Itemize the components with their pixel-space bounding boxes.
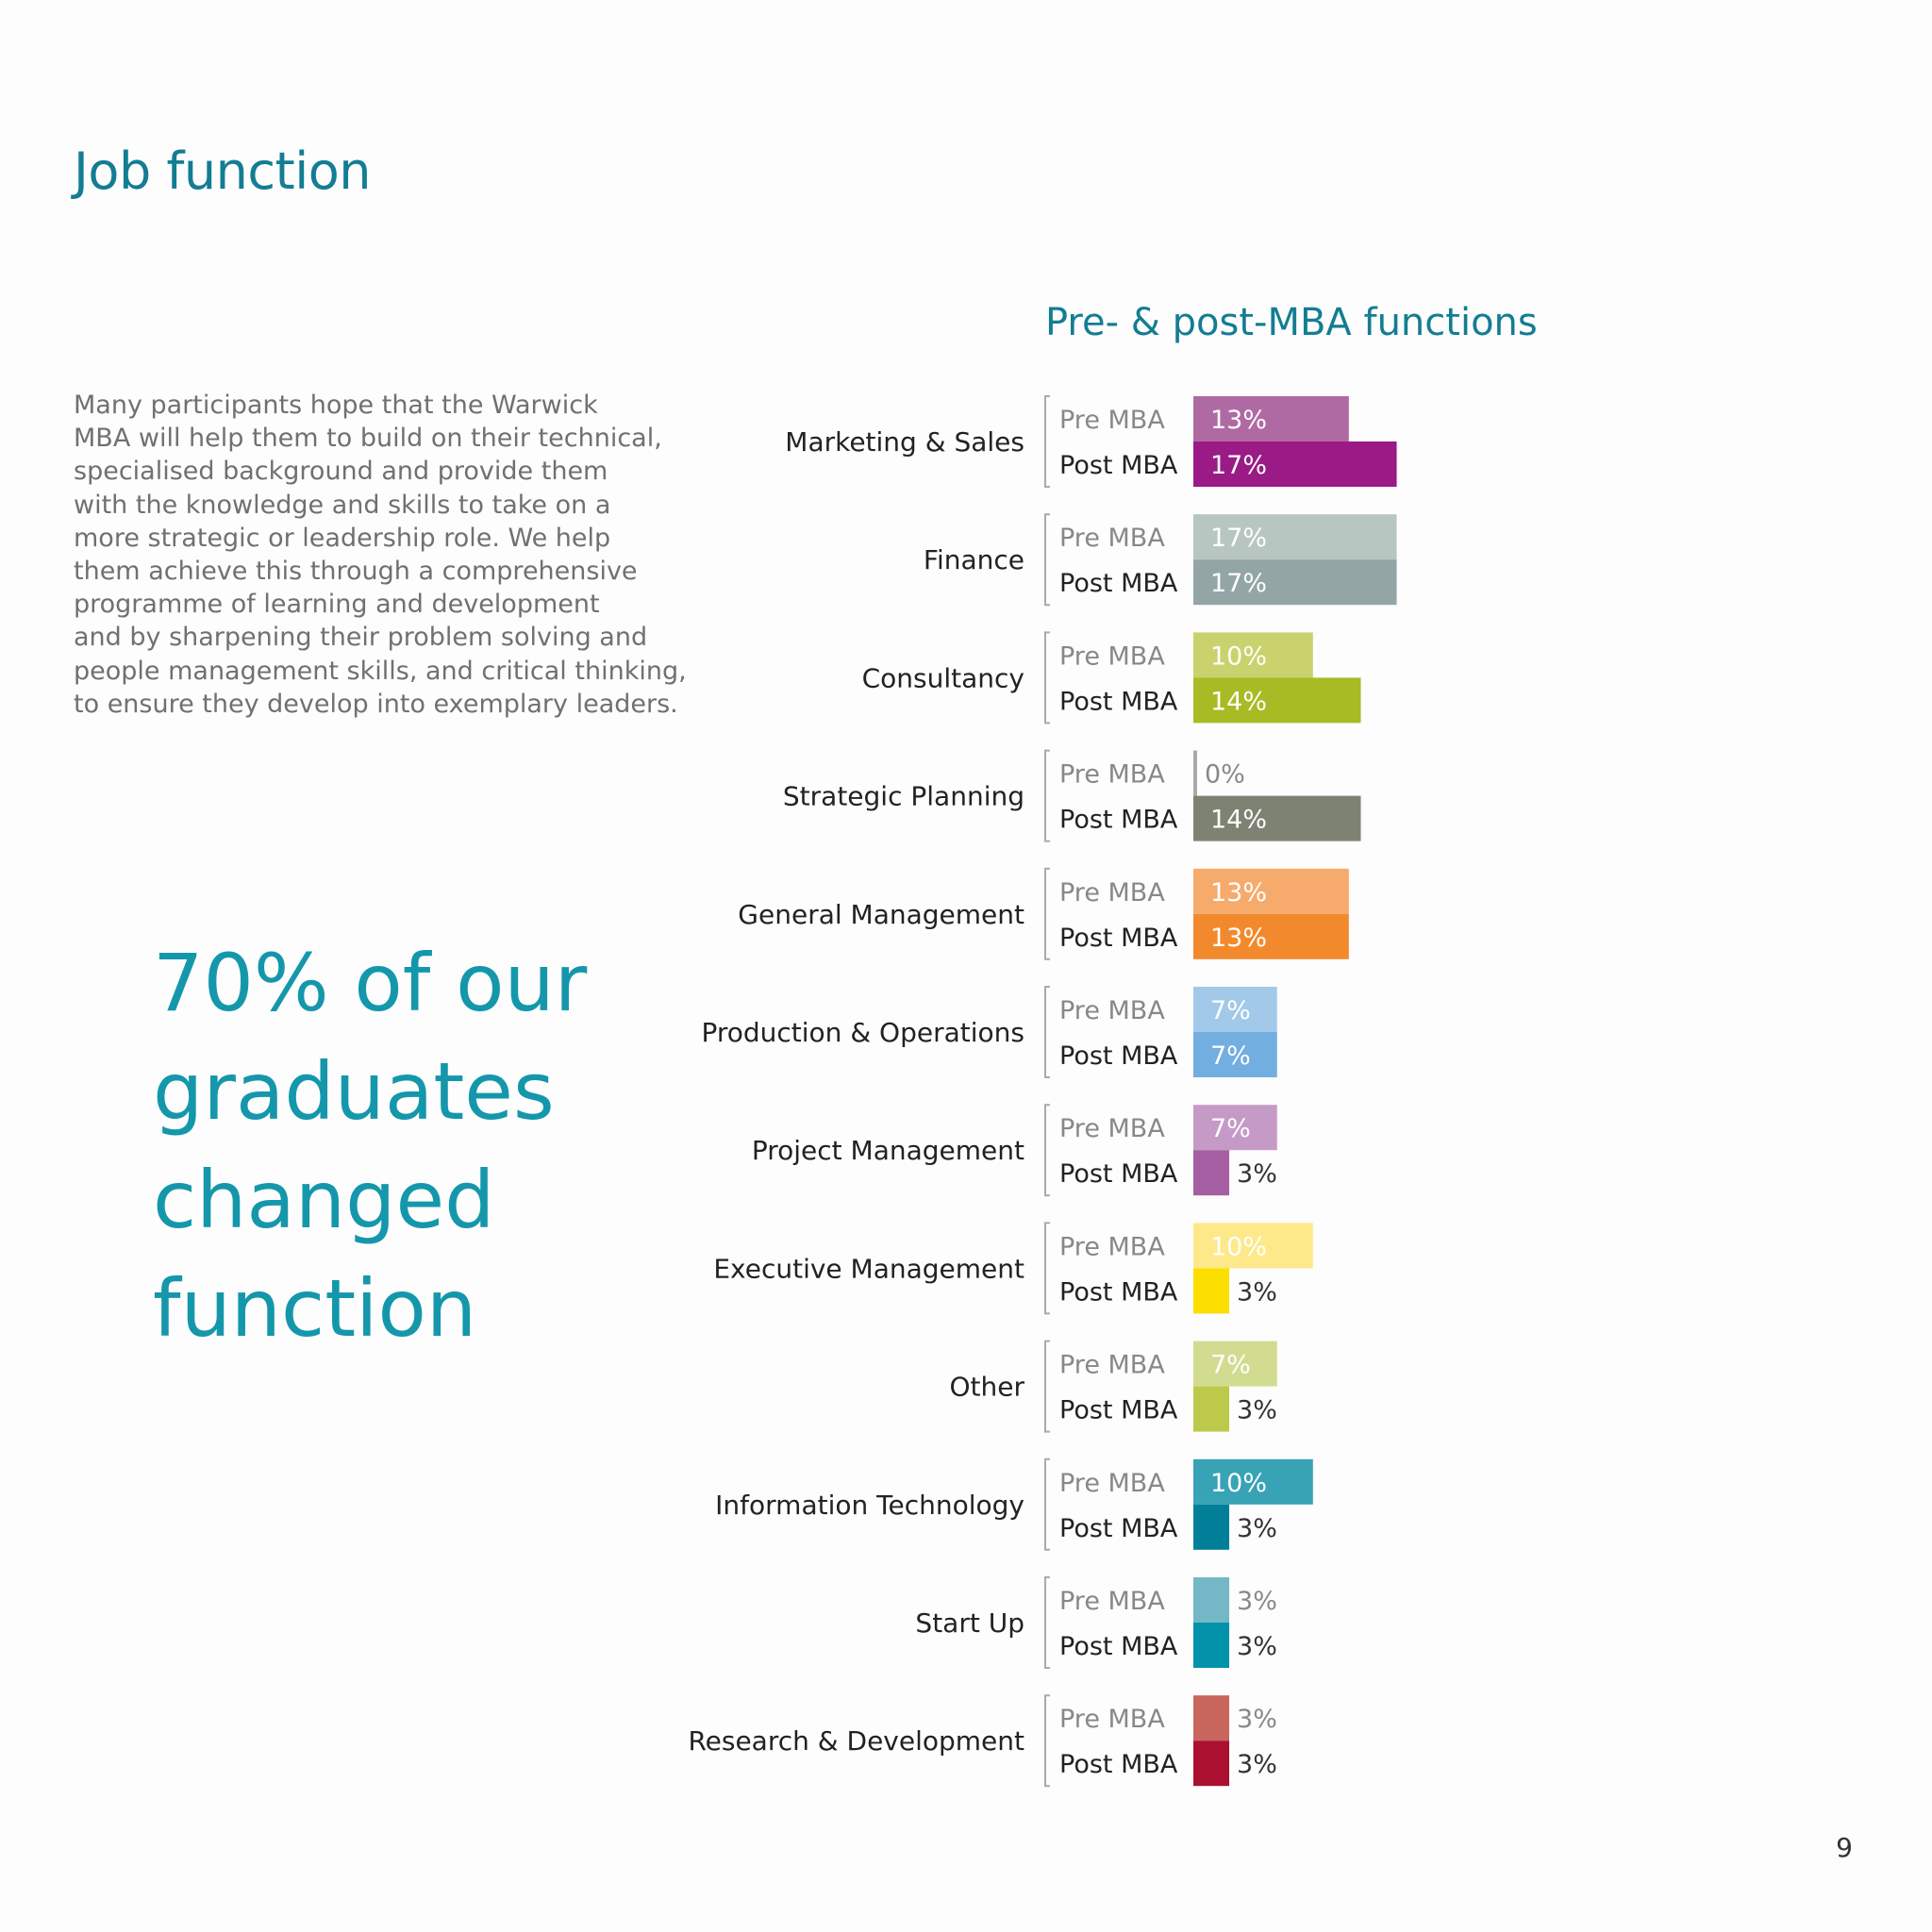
row-label-post: Post MBA — [1059, 569, 1178, 599]
row-label-post: Post MBA — [1059, 687, 1178, 717]
group-bracket — [1045, 987, 1050, 1077]
pre-value-label: 7% — [1210, 1350, 1251, 1380]
category-label: Executive Management — [713, 1253, 1024, 1285]
category-label: Research & Development — [688, 1725, 1024, 1757]
row-label-post: Post MBA — [1059, 1277, 1178, 1307]
post-value-label: 17% — [1210, 451, 1268, 480]
category-label: Finance — [923, 544, 1024, 576]
highlight-line: changed — [153, 1154, 495, 1246]
row-label-pre: Pre MBA — [1059, 1350, 1165, 1380]
group-bracket — [1045, 1459, 1050, 1550]
row-label-post: Post MBA — [1059, 451, 1178, 480]
row-label-pre: Pre MBA — [1059, 759, 1165, 790]
intro-line: them achieve this through a comprehensive — [74, 557, 638, 587]
category-label: Start Up — [915, 1607, 1024, 1639]
post-value-label: 14% — [1210, 687, 1268, 717]
intro-line: with the knowledge and skills to take on a — [74, 490, 611, 520]
pre-value-label: 3% — [1237, 1705, 1277, 1735]
pre-value-label: 10% — [1210, 641, 1268, 672]
category-label: Project Management — [751, 1135, 1024, 1167]
group-bracket — [1045, 1577, 1050, 1668]
row-label-pre: Pre MBA — [1059, 1587, 1165, 1616]
row-label-pre: Pre MBA — [1059, 996, 1165, 1025]
pre-value-label: 13% — [1210, 406, 1268, 435]
category-label: Production & Operations — [701, 1017, 1024, 1048]
post-bar — [1193, 1387, 1229, 1432]
category-label: Strategic Planning — [782, 780, 1024, 812]
post-value-label: 13% — [1210, 923, 1268, 953]
category-label: Information Technology — [715, 1489, 1024, 1521]
category-label: Marketing & Sales — [785, 426, 1024, 458]
category-label: Consultancy — [861, 662, 1024, 694]
group-bracket — [1045, 1341, 1050, 1432]
intro-line: MBA will help them to build on their technical, — [74, 424, 662, 454]
row-label-pre: Pre MBA — [1059, 877, 1165, 908]
row-label-pre: Pre MBA — [1059, 524, 1165, 554]
intro-line: programme of learning and development — [74, 590, 600, 620]
pre-value-label: 0% — [1205, 759, 1245, 790]
post-value-label: 3% — [1237, 1395, 1277, 1425]
pre-value-label: 7% — [1210, 996, 1251, 1025]
category-label: General Management — [738, 898, 1024, 930]
post-value-label: 3% — [1237, 1632, 1277, 1661]
post-value-label: 14% — [1210, 805, 1268, 835]
row-label-post: Post MBA — [1059, 805, 1178, 835]
highlight-line: graduates — [153, 1045, 555, 1138]
post-bar — [1193, 1740, 1229, 1786]
post-value-label: 17% — [1210, 569, 1268, 599]
row-label-post: Post MBA — [1059, 923, 1178, 953]
highlight-line: 70% of our — [153, 937, 588, 1029]
pre-value-label: 10% — [1210, 1232, 1268, 1262]
group-bracket — [1045, 751, 1050, 841]
row-label-post: Post MBA — [1059, 1395, 1178, 1425]
pre-value-label: 10% — [1210, 1468, 1268, 1498]
post-value-label: 3% — [1237, 1513, 1277, 1543]
group-bracket — [1045, 632, 1050, 723]
group-bracket — [1045, 396, 1050, 487]
row-label-pre: Pre MBA — [1059, 406, 1165, 435]
page-number: 9 — [1836, 1832, 1853, 1863]
post-bar — [1193, 1150, 1229, 1195]
post-bar — [1193, 1623, 1229, 1668]
group-bracket — [1045, 514, 1050, 605]
row-label-pre: Pre MBA — [1059, 1468, 1165, 1498]
post-value-label: 3% — [1237, 1750, 1277, 1780]
post-bar — [1193, 1505, 1229, 1550]
intro-line: more strategic or leadership role. We help — [74, 523, 611, 553]
pre-value-label: 7% — [1210, 1114, 1251, 1144]
pre-bar — [1193, 751, 1197, 796]
row-label-post: Post MBA — [1059, 1159, 1178, 1190]
row-label-post: Post MBA — [1059, 1513, 1178, 1543]
post-value-label: 3% — [1237, 1159, 1277, 1190]
post-value-label: 7% — [1210, 1041, 1251, 1071]
post-bar — [1193, 1268, 1229, 1313]
highlight-line: function — [153, 1262, 477, 1355]
row-label-pre: Pre MBA — [1059, 1114, 1165, 1144]
page-title: Job function — [74, 142, 371, 201]
group-bracket — [1045, 1223, 1050, 1313]
category-label: Other — [949, 1371, 1024, 1403]
post-value-label: 3% — [1237, 1277, 1277, 1307]
pre-value-label: 13% — [1210, 877, 1268, 908]
intro-line: Many participants hope that the Warwick — [74, 391, 598, 420]
row-label-post: Post MBA — [1059, 1041, 1178, 1071]
row-label-pre: Pre MBA — [1059, 641, 1165, 672]
pre-value-label: 3% — [1237, 1587, 1277, 1616]
group-bracket — [1045, 1695, 1050, 1786]
intro-line: to ensure they develop into exemplary leaders. — [74, 689, 678, 719]
pre-bar — [1193, 1695, 1229, 1740]
intro-line: people management skills, and critical thinking, — [74, 656, 687, 686]
row-label-pre: Pre MBA — [1059, 1705, 1165, 1735]
row-label-post: Post MBA — [1059, 1632, 1178, 1661]
row-label-pre: Pre MBA — [1059, 1232, 1165, 1262]
group-bracket — [1045, 1105, 1050, 1195]
pre-bar — [1193, 1577, 1229, 1623]
group-bracket — [1045, 869, 1050, 959]
pre-value-label: 17% — [1210, 524, 1268, 554]
row-label-post: Post MBA — [1059, 1750, 1178, 1780]
intro-line: specialised background and provide them — [74, 457, 608, 487]
intro-line: and by sharpening their problem solving and — [74, 623, 648, 653]
chart-title: Pre- & post-MBA functions — [1045, 301, 1538, 344]
